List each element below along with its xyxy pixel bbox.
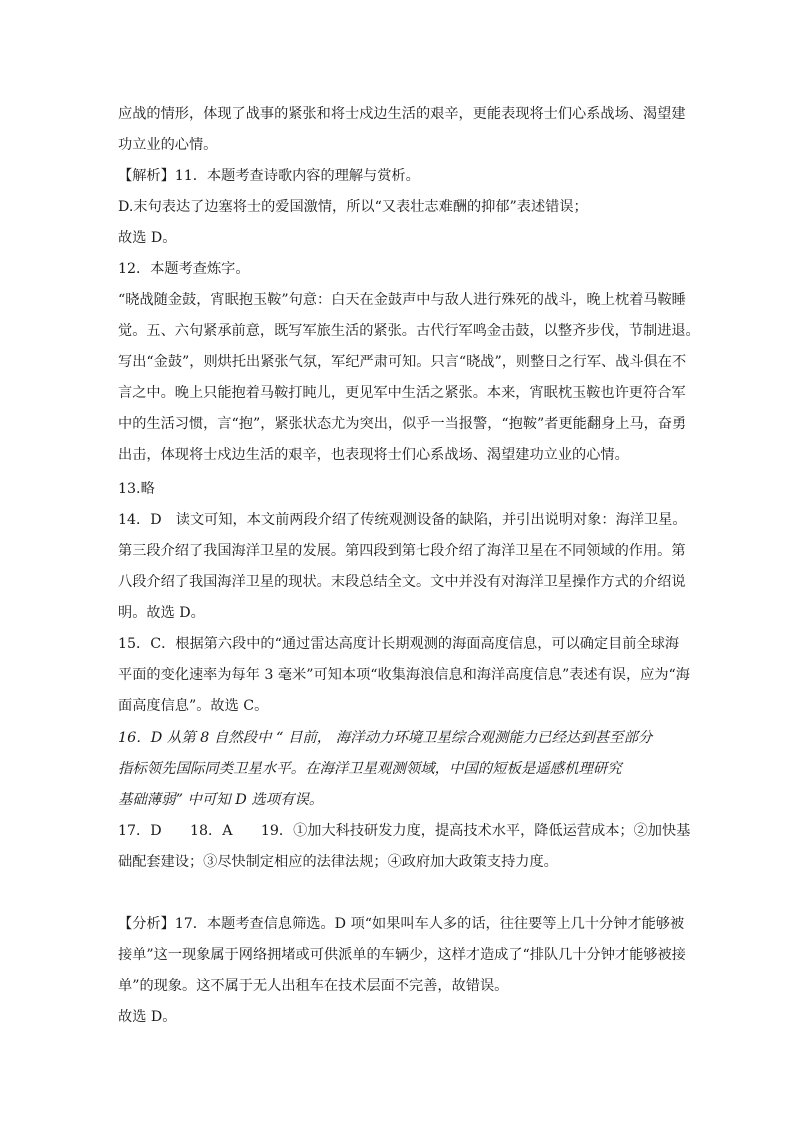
text-line: 15．C．根据第六段中的“通过雷达高度计长期观测的海面高度信息，可以确定目前全球海 [118, 636, 680, 652]
text-line: 础配套建设；③尽快制定相应的法律法规；④政府加大政策支持力度。 [118, 854, 558, 870]
text-line: 故选 D。 [118, 1009, 177, 1025]
text-line: 单”的现象。这不属于无人出租车在技术层面不完善，故错误。 [118, 978, 509, 994]
text-line: 出击，体现将士戍边生活的艰辛，也表现将士们心系战场、渴望建功立业的心情。 [118, 447, 629, 463]
text-line: 13.略 [118, 481, 155, 497]
text-line: 【解析】11．本题考查诗歌内容的理解与赏析。 [118, 168, 420, 184]
text-line: 基础薄弱” 中可知 D 选项有误。 [118, 792, 324, 808]
text-line: 接单”这一现象属于网络拥堵或可供派单的车辆少，这样才造成了“排队几十分钟才能够被接 [118, 947, 686, 963]
text-line: 面高度信息”。故选 C。 [118, 698, 269, 714]
text-line: 明。故选 D。 [118, 605, 205, 621]
text-line: 平面的变化速率为每年 3 毫米”可知本项“收集海浪信息和海洋高度信息”表述有误，应为“海 [118, 667, 690, 683]
text-line: 功立业的心情。 [118, 137, 218, 153]
text-line: 指标领先国际同类卫星水平。在海洋卫星观测领域，中国的短板是遥感机理研究 [118, 761, 622, 777]
text-line: 14．D 读文可知，本文前两段介绍了传统观测设备的缺陷，并引出说明对象：海洋卫星。 [118, 512, 687, 528]
text-line: 【分析】17．本题考查信息筛选。D 项“如果叫车人多的话，往往要等上几十分钟才能够被 [118, 916, 685, 932]
text-line: 12．本题考查炼字。 [118, 261, 250, 277]
text-line: 言之中。晚上只能抱着马鞍打盹儿，更见军中生活之紧张。本来，宵眠枕玉鞍也许更符合军 [118, 385, 686, 401]
text-line: 第三段介绍了我国海洋卫星的发展。第四段到第七段介绍了海洋卫星在不同领域的作用。第 [118, 543, 686, 559]
text-line: D.末句表达了边塞将士的爱国激情，所以“又表壮志难酬的抑郁”表述错误； [118, 199, 588, 215]
text-line: “晓战随金鼓，宵眠抱玉鞍”句意：白天在金鼓声中与敌人进行殊死的战斗，晚上枕着马鞍睡 [118, 292, 686, 308]
text-line: 写出“金鼓”，则烘托出紧张气氛，军纪严肃可知。只言“晓战”，则整日之行军、战斗俱在不 [118, 354, 687, 370]
text-line: 16．D 从第 8 自然段中 “ 目前， 海洋动力环境卫星综合观测能力已经达到甚至部分 [118, 730, 653, 746]
text-line: 中的生活习惯，言“抱”，紧张状态尤为突出，似乎一当报警，“抱鞍”者更能翻身上马，奋勇 [118, 416, 687, 432]
text-line: 八段介绍了我国海洋卫星的现状。末段总结全文。文中并没有对海洋卫星操作方式的介绍说 [118, 574, 686, 590]
text-line: 17．D 18．A 19．①加大科技研发力度，提高技术水平，降低运营成本；②加快基 [118, 823, 691, 839]
text-line: 应战的情形，体现了战事的紧张和将士戍边生活的艰辛，更能表现将士们心系战场、渴望建 [118, 106, 686, 122]
text-line: 觉。五、六句紧承前意，既写军旅生活的紧张。古代行军鸣金击鼓，以整齐步伐，节制进退。 [118, 323, 700, 339]
text-line: 故选 D。 [118, 230, 177, 246]
